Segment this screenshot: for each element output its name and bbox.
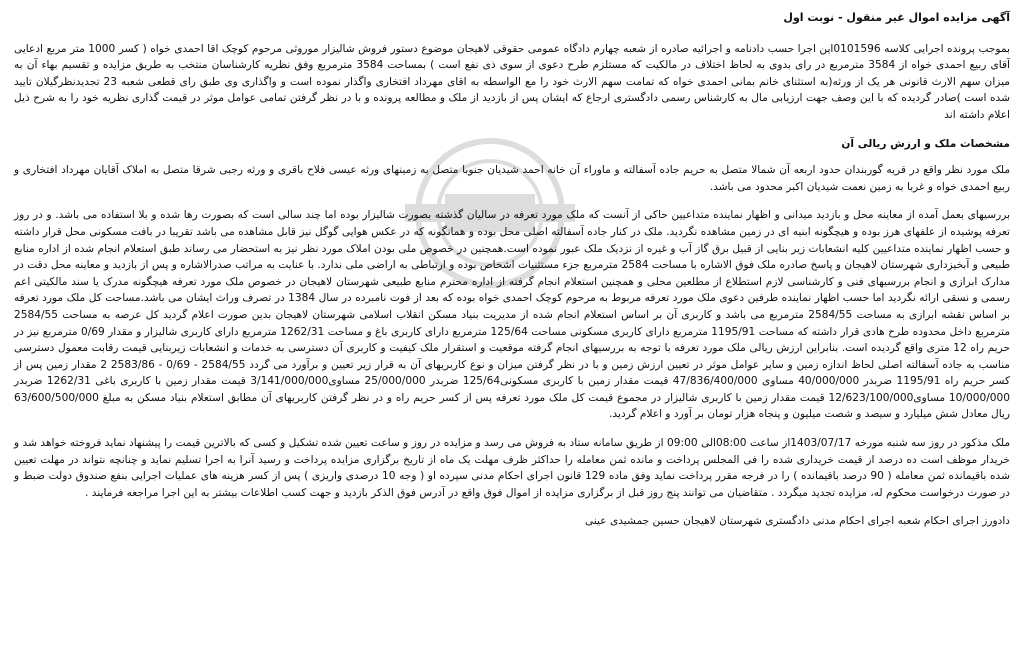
intro-paragraph: بموجب پرونده اجرایی کلاسه 0101596این اجرا حسب دادنامه و اجرائیه صادره از شعبه چهارم دادگاه عمومی حقوقی لاهیجان موضوع دستور فروش شالیزار موروثی مرحوم کوچک اقا احمدی خواه ( کسر 1000 متر مربع ادعایی آقای ربیع احمدی خواه از 3584 مترمربع در رای بدوی به لحاظ اختلاف در مالکیت که مستلزم طرح دعوی از سوی ذی نفع است ) بمساحت 3584 مترمربع وفق نظریه کارشناسان منتخب به طریق مزایده و تقسیم بهاء آن به میزان سهم الارث قانونی هر یک از ورثه(به استثنای خانم بمانی احمدی خواه که تمامت سهم الارث خود را مع الواسطه به اقای مهرداد افتخاری واگذار نموده است و واگذاری وی طبق رای قطعی شعبه 23 تجدیدنظرگیلان تایید شده است )صادر گردیده که با این وصف جهت ارزیابی مال به کارشناس رسمی دادگستری ارجاع که ایشان پس از بازدید از ملک و مطالعه پرونده و با در نظر گرفتن تمامی عوامل موثر در قیمت گذاری نظریه خود را به شرح ذیل اعلام داشته اند — [14, 42, 1010, 121]
auction-terms-paragraph: ملک مذکور در روز سه شنبه مورخه 1403/07/17از ساعت 08:00الی 09:00 از طریق سامانه ستاد به فروش می رسد و مزایده در روز و ساعت تعیین شده تشکیل و کسی که بالاترین قیمت را پیشنهاد نماید فروخته خواهد شد و خریدار موظف است ده درصد از قیمت خریداری شده را فی المجلس پرداخت و مانده ثمن معامله را حداکثر ظرف مهلت یک ماه از تاریخ برگزاری مزایده پرداخت و رسید آنرا به اجرا تسلیم نماید و چنانچه نتواند در مهلت تعیین شده باقیمانده ثمن معامله ( 90 درصد باقیمانده ) را در فرجه مقرر پرداخت نماید وفق ماده 129 قانون اجرای احکام مدنی سپرده او ( وجه 10 درصدی واریزی ) پس از کسر هزینه های عملیات اجرایی بنفع صندوق دولت ضبط و در صورت درخواست محکوم له، مزایده تجدید میگردد . متقاضیان می توانند پنج روز قبل از برگزاری مزایده از اموال فوق واقع در آدرس فوق الذکر بازدید و جهت کسب اطلاعات بیشتر به این اجرا مراجعه فرمایند . — [14, 437, 1011, 499]
location-paragraph: ملک مورد نظر واقع در قریه گوربندان حدود اربعه آن شمالا متصل به حریم جاده آسفالته و ماوراء آن خانه احمد شیدیان جنوبا متصل به زمینهای ورثه عیسی فلاح باقری و ورثه رجبی شرقا متصل به املاک آقایان مهرداد افتخاری و ربیع احمدی خواه و غربا به زمین نعمت شیدیان اکبر محدود می باشد. — [14, 164, 1010, 193]
notice-title: آگهی مزایده اموال غیر منقول - نوبت اول — [783, 11, 1010, 24]
specs-heading: مشخصات ملک و ارزش ریالی آن — [841, 137, 1010, 150]
signature-line: دادورز اجرای احکام شعبه اجرای احکام مدنی دادگستری شهرستان لاهیجان حسین جمشیدی عینی — [585, 515, 1010, 528]
inspection-paragraph: بررسیهای بعمل آمده از معاینه محل و بازدید میدانی و اظهار نماینده متداعیین حاکی از آنست که ملک مورد تعرفه در سالیان گذشته بصورت شالیزار بوده اما چند سالی است که بصورت رها شده و بلا استفاده می باشد. و در روز تعرفه پوشیده از علفهای هرز بوده و هیچگونه ابنیه ای در زمین مشاهده نگردید. ملک در کنار جاده آسفالته اصلی محل بوده و همانگونه که در عکس هوایی گوگل نیز قابل مشاهده می باشد تقریبا در بافت مسکونی محل قرار داشته و حسب اظهار نماینده متداعیین کلیه انشعابات زیر بنایی از قبیل برق گاز آب و غیره از نزدیک ملک عبور نموده است.همچنین در خصوص ملی بودن املاک مورد نظر نیز به استحضار می رساند طبق استعلام انجام شده از اداره منابع طبیعی و آبخیزداری شهرستان لاهیجان و پاسخ صادره ملک فوق الاشاره با مساحت 2584 مترمربع جزء مستثنیات اشخاص بوده و ارتباطی به اراضی ملی ندارد. با عنایت به مراتب صدرالاشاره و پس از بازدید و معاینه محل دقت در مدارک ابرازی و انجام بررسیهای فنی و کارشناسی لازم استطلاع از مطلعین محلی و همچنین استعلام انجام گرفته از اداره محترم منابع طبیعی شهرستان لاهیجان در خصوص ملک مورد تعرفه هیچگونه مدرک یا سند مالکیتی اعم رسمی و نسقی ارائه نگردید اما حسب اظهار نماینده طرفین دعوی ملک مورد تعرفه مربوط به مرحوم کوچک احمدی خواه بوده که بعد از فوت نامبرده در سال 1384 در تصرف وراث ایشان می باشد.مساحت کل ملک مورد تعرفه بر اساس نقشه ابرازی به مساحت 2584/55 مترمربع می باشد و کاربری آن بر اساس استعلام انجام شده از مدیریت بنیاد مسکن انقلاب اسلامی شهرستان لاهیجان بدین صورت اعلام گردید کل عرصه به مساحت 2584/55 مترمربع داخل محدوده طرح هادی قرار داشته که مساحت 1195/91 مترمربع دارای کاربری مسکونی مساحت 125/64 مترمربع دارای کاربری باغ و مساحت 1262/31 مترمربع دارای کاربری شالیزار و مقدار 0/69 مترمربع نیز در حریم راه 12 متری واقع گردیده است. بنابراین ارزش ریالی ملک مورد تعرفه با توجه به بررسیهای انجام گرفته موقعیت و استقرار ملک کیفیت و کاربری آن دسترسی به خدمات و انشعابات زیربنایی قیمت رقابت معمول دسترسی مناسب به جاده آسفالته اصلی لحاظ اندازه زمین و سایر عوامل موثر در تعیین ارزش زمین و با در نظر گرفتن میزان و نوع کاربریهای آن به قرار زیر تعیین و برآورد می گردد 2584/55 - 0/69 - 2583/86 2 مقدار زمین پس از کسر حریم راه 1195/91 ضربدر 40/000/000 مساوی 47/836/400/000 قیمت مقدار زمین با کاربری مسکونی125/64 ضربدر 25/000/000 مساوی3/141/000/000 قیمت مقدار زمین با کاربری باغی 1262/31 ضربدر 10/000/000 مساوی12/623/100/000 قیمت مقدار زمین با کاربری شالیزار در مجموع قیمت کل ملک مورد تعرفه پس از کسر حریم راه و در نظر گرفتن کاربریهای آن مطابق استعلام بنیاد مسکن به مبلغ 63/600/500/000 ریال معادل شش میلیارد و سیصد و شصت میلیون و پنجاه هزار تومان بر آورد و اعلام گردید. — [14, 209, 1011, 421]
